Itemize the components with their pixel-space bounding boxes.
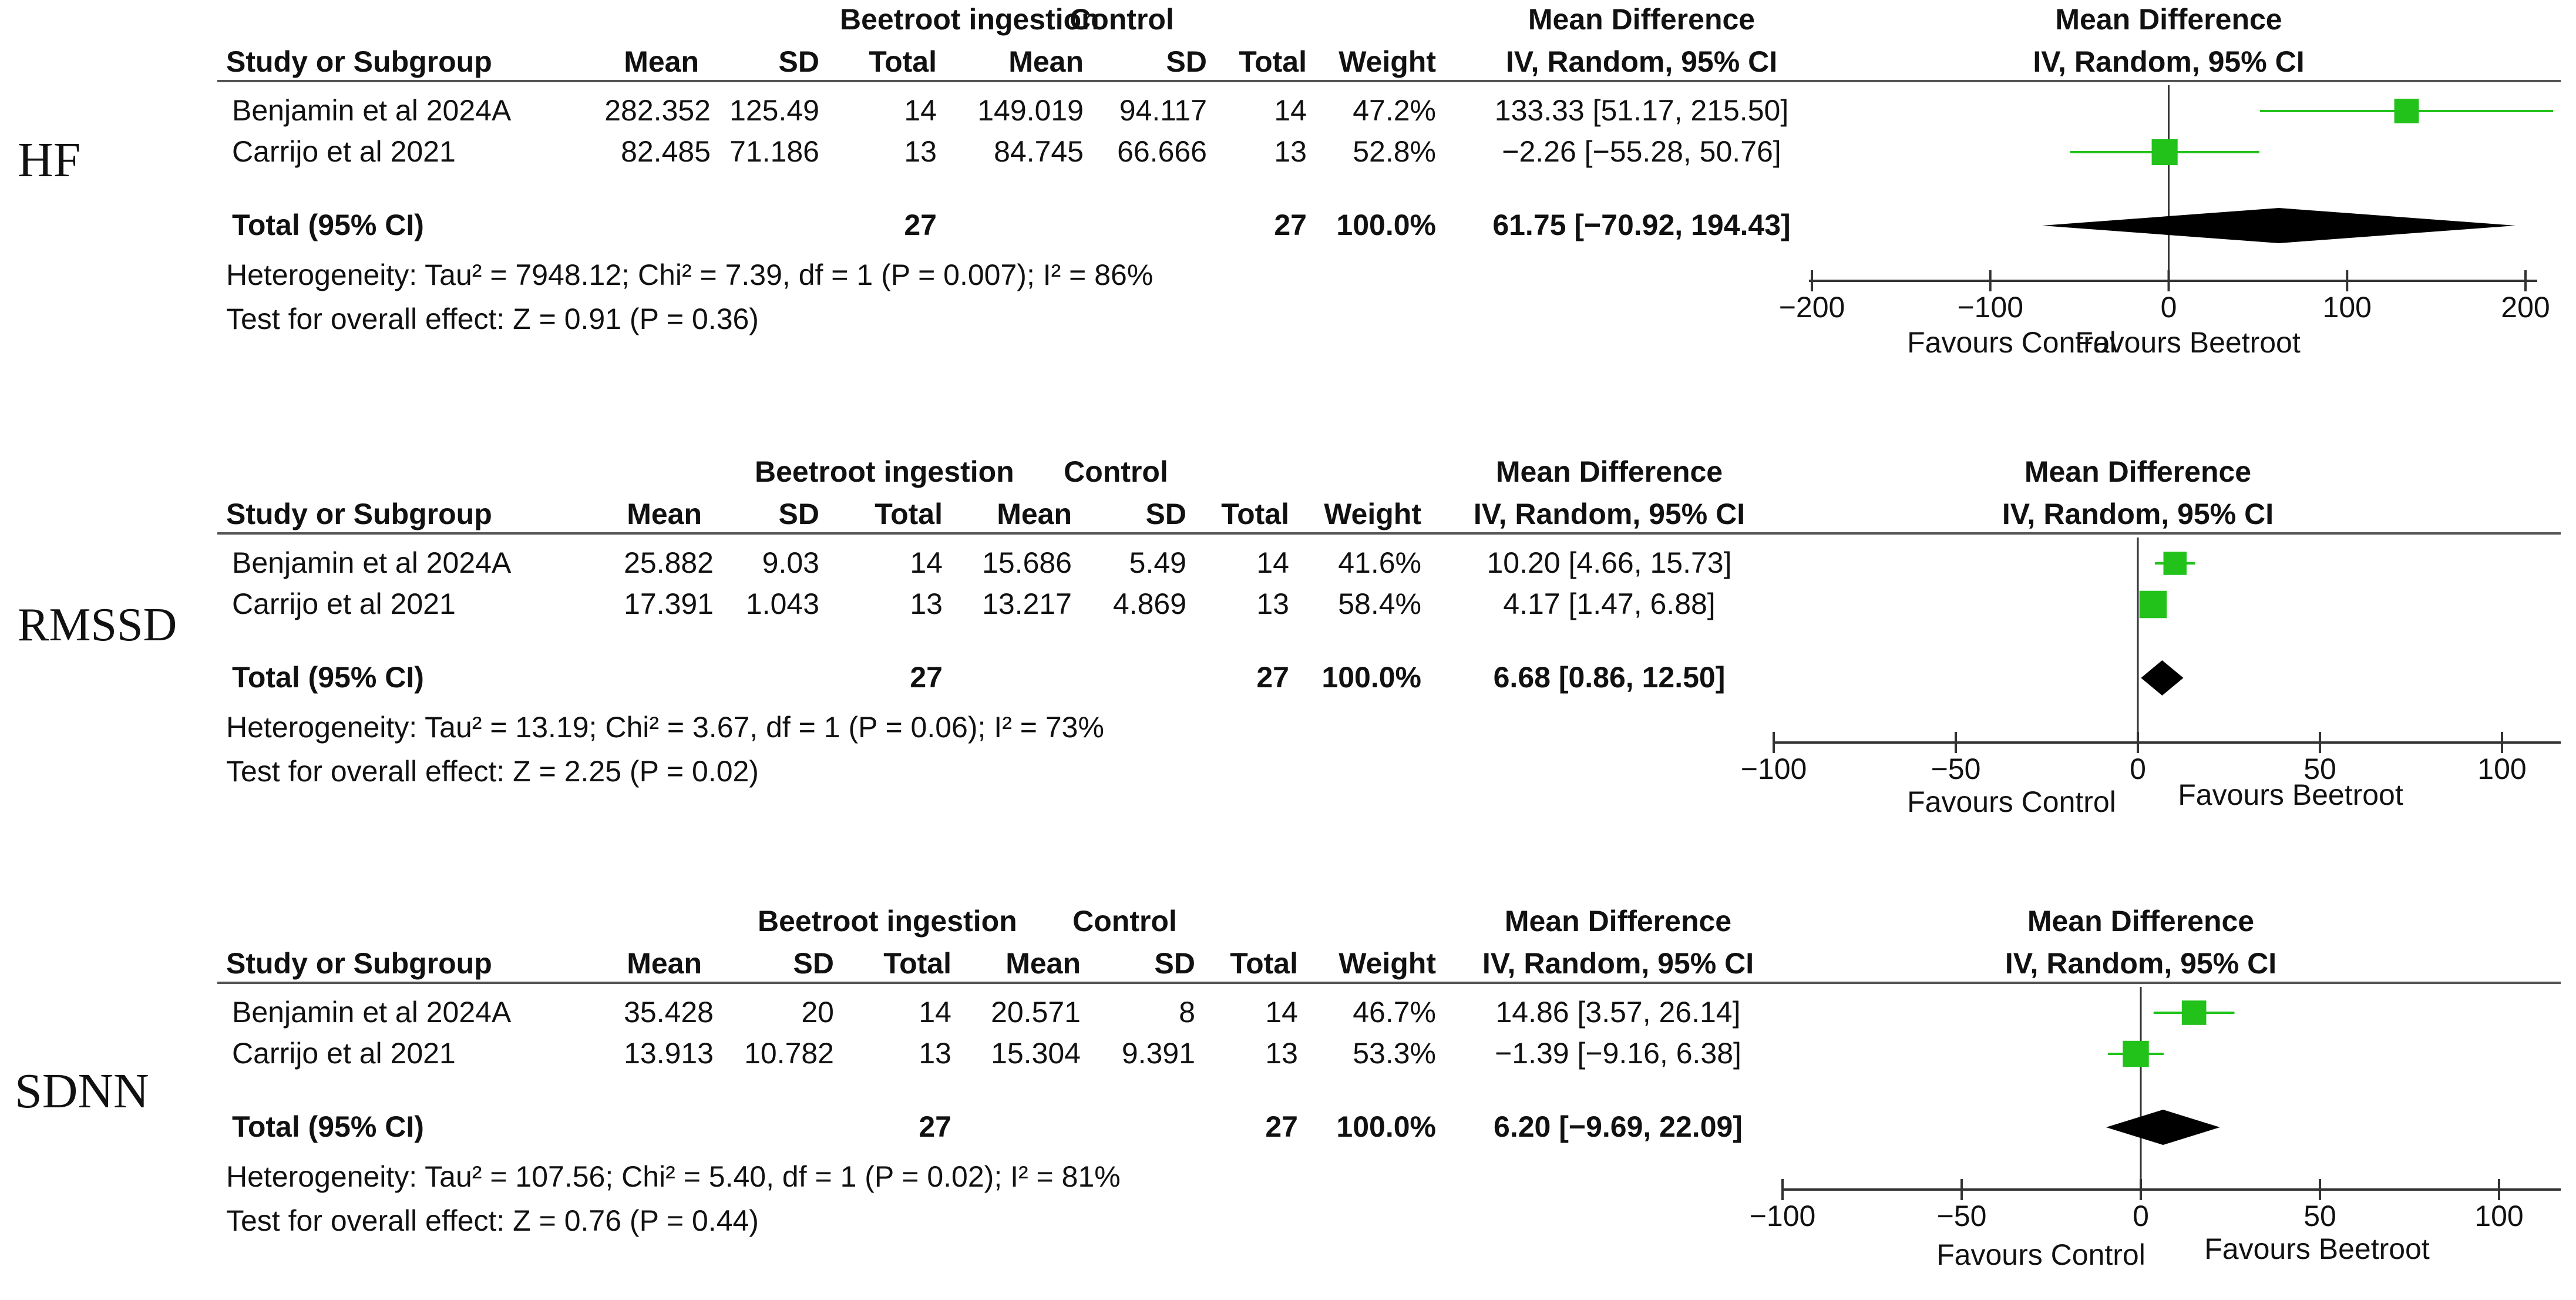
- x-axis-tick-label: 50: [2303, 1200, 2336, 1232]
- pooled-effect-diamond: [2106, 1110, 2220, 1145]
- x-axis-tick-label: 0: [2130, 753, 2146, 785]
- study-name: Benjamin et al 2024A: [232, 996, 512, 1029]
- col-header-ctl-mean: Mean: [1005, 947, 1081, 980]
- total-exp: 27: [904, 209, 937, 241]
- x-axis-tick-label: −100: [1740, 753, 1807, 785]
- exp-mean: 82.485: [621, 135, 711, 168]
- col-header-exp-total: Total: [883, 947, 951, 980]
- study-row: [232, 94, 2553, 127]
- heterogeneity-stats: Heterogeneity: Tau² = 107.56; Chi² = 5.40, df = 1 (P = 0.02); I² = 81%: [226, 1160, 1121, 1193]
- total-ctl: 27: [1265, 1110, 1298, 1143]
- exp-sd: 125.49: [729, 94, 819, 127]
- total-row: [232, 208, 2516, 243]
- heterogeneity-stats: Heterogeneity: Tau² = 13.19; Chi² = 3.67, df = 1 (P = 0.06); I² = 73%: [226, 711, 1104, 744]
- col-header-exp-total: Total: [875, 498, 943, 530]
- exp-mean: 35.428: [624, 996, 714, 1029]
- favours-right-label: Favours Beetroot: [2075, 326, 2301, 359]
- col-header-ctl-total: Total: [1230, 947, 1298, 980]
- weight: 41.6%: [1338, 546, 1421, 579]
- panel-side-label: SDNN: [15, 1064, 149, 1118]
- total-ctl: 27: [1256, 661, 1289, 694]
- col-header-effect-method: IV, Random, 95% CI: [1482, 947, 1754, 980]
- ctl-sd: 8: [1179, 996, 1195, 1029]
- col-header-exp-mean: Mean: [627, 498, 702, 530]
- exp-sd: 20: [801, 996, 834, 1029]
- ctl-mean: 20.571: [991, 996, 1081, 1029]
- ctl-mean: 15.304: [991, 1037, 1081, 1070]
- total-label: Total (95% CI): [232, 209, 424, 241]
- forest-header-method: IV, Random, 95% CI: [2002, 498, 2274, 530]
- ctl-total: 14: [1274, 94, 1307, 127]
- col-header-ctl-mean: Mean: [1008, 45, 1084, 78]
- x-axis-tick-label: −200: [1778, 291, 1845, 324]
- ctl-total: 13: [1265, 1037, 1298, 1070]
- exp-total: 14: [910, 546, 943, 579]
- favours-right-label: Favours Beetroot: [2178, 778, 2403, 811]
- col-header-ctl-sd: SD: [1145, 498, 1186, 530]
- effect-ci: 14.86 [3.57, 26.14]: [1495, 996, 1741, 1029]
- effect-ci: −2.26 [−55.28, 50.76]: [1502, 135, 1781, 168]
- col-header-ctl-total: Total: [1221, 498, 1289, 530]
- col-header-study: Study or Subgroup: [226, 45, 492, 78]
- overall-effect-test: Test for overall effect: Z = 0.91 (P = 0.36): [226, 303, 759, 335]
- panel-side-label: RMSSD: [18, 599, 177, 651]
- ctl-mean: 149.019: [977, 94, 1084, 127]
- exp-total: 13: [904, 135, 937, 168]
- study-row: [232, 1037, 2164, 1070]
- study-effect-marker: [2123, 1041, 2148, 1067]
- col-header-ctl-total: Total: [1239, 45, 1307, 78]
- exp-mean: 282.352: [604, 94, 711, 127]
- col-header-weight: Weight: [1339, 45, 1436, 78]
- pooled-effect-diamond: [2042, 208, 2516, 243]
- study-effect-marker: [2152, 139, 2178, 165]
- study-effect-marker: [2140, 591, 2167, 619]
- study-row: [232, 135, 2259, 168]
- study-row: [232, 546, 2195, 579]
- exp-total: 14: [904, 94, 937, 127]
- study-name: Carrijo et al 2021: [232, 587, 456, 620]
- x-axis-tick-label: 200: [2501, 291, 2550, 324]
- favours-left-label: Favours Control: [1907, 326, 2116, 359]
- ctl-total: 13: [1256, 587, 1289, 620]
- col-header-exp-sd: SD: [778, 45, 819, 78]
- study-name: Benjamin et al 2024A: [232, 94, 512, 127]
- col-header-ctl-mean: Mean: [997, 498, 1072, 530]
- x-axis-tick-label: 0: [2133, 1200, 2149, 1232]
- col-header-ctl-sd: SD: [1154, 947, 1195, 980]
- total-exp: 27: [910, 661, 943, 694]
- exp-total: 14: [919, 996, 951, 1029]
- study-effect-marker: [2182, 1000, 2207, 1025]
- total-exp: 27: [919, 1110, 951, 1143]
- study-row: [232, 587, 2167, 620]
- favours-left-label: Favours Control: [1936, 1238, 2145, 1271]
- ctl-mean: 15.686: [982, 546, 1072, 579]
- exp-total: 13: [919, 1037, 951, 1070]
- forest-header-method: IV, Random, 95% CI: [2005, 947, 2277, 980]
- group-header-experimental: Beetroot ingestion: [758, 905, 1017, 938]
- forest-panel-hf: [18, 3, 2561, 359]
- exp-mean: 17.391: [624, 587, 714, 620]
- group-header-experimental: Beetroot ingestion: [755, 455, 1014, 488]
- x-axis-tick-label: 50: [2303, 753, 2336, 785]
- col-header-study: Study or Subgroup: [226, 498, 492, 530]
- total-row: [232, 1110, 2220, 1145]
- x-axis-tick-label: 100: [2474, 1200, 2524, 1232]
- col-header-exp-mean: Mean: [627, 947, 702, 980]
- study-effect-marker: [2395, 99, 2419, 123]
- x-axis-tick-label: −100: [1957, 291, 2024, 324]
- heterogeneity-stats: Heterogeneity: Tau² = 7948.12; Chi² = 7.39, df = 1 (P = 0.007); I² = 86%: [226, 258, 1154, 291]
- study-name: Carrijo et al 2021: [232, 1037, 456, 1070]
- forest-header-title: Mean Difference: [2055, 3, 2282, 36]
- total-weight: 100.0%: [1336, 1110, 1436, 1143]
- effect-ci: 4.17 [1.47, 6.88]: [1503, 587, 1716, 620]
- total-weight: 100.0%: [1321, 661, 1421, 694]
- ctl-total: 14: [1265, 996, 1298, 1029]
- group-header-control: Control: [1064, 455, 1168, 488]
- ctl-mean: 84.745: [994, 135, 1084, 168]
- col-header-study: Study or Subgroup: [226, 947, 492, 980]
- total-label: Total (95% CI): [232, 1110, 424, 1143]
- total-label: Total (95% CI): [232, 661, 424, 694]
- ctl-mean: 13.217: [982, 587, 1072, 620]
- weight: 46.7%: [1353, 996, 1436, 1029]
- total-effect-ci: 61.75 [−70.92, 194.43]: [1492, 209, 1791, 241]
- ctl-sd: 9.391: [1121, 1037, 1195, 1070]
- x-axis-tick-label: −50: [1931, 753, 1981, 785]
- pooled-effect-diamond: [2141, 660, 2183, 696]
- weight: 53.3%: [1353, 1037, 1436, 1070]
- overall-effect-test: Test for overall effect: Z = 0.76 (P = 0.44): [226, 1204, 759, 1237]
- exp-total: 13: [910, 587, 943, 620]
- weight: 58.4%: [1338, 587, 1421, 620]
- exp-mean: 25.882: [624, 546, 714, 579]
- col-header-effect-method: IV, Random, 95% CI: [1473, 498, 1746, 530]
- total-effect-ci: 6.68 [0.86, 12.50]: [1493, 661, 1726, 694]
- exp-sd: 9.03: [762, 546, 819, 579]
- total-row: [232, 660, 2184, 696]
- col-header-exp-total: Total: [869, 45, 937, 78]
- x-axis-tick-label: 0: [2160, 291, 2177, 324]
- exp-sd: 10.782: [744, 1037, 834, 1070]
- col-header-effect-method: IV, Random, 95% CI: [1505, 45, 1778, 78]
- weight: 47.2%: [1353, 94, 1436, 127]
- group-header-control: Control: [1072, 905, 1177, 938]
- forest-header-title: Mean Difference: [2024, 455, 2252, 488]
- total-effect-ci: 6.20 [−9.69, 22.09]: [1494, 1110, 1743, 1143]
- effect-ci: 10.20 [4.66, 15.73]: [1487, 546, 1732, 579]
- panel-side-label: HF: [18, 133, 81, 187]
- col-header-weight: Weight: [1339, 947, 1436, 980]
- study-name: Carrijo et al 2021: [232, 135, 456, 168]
- effect-header-title: Mean Difference: [1504, 905, 1732, 938]
- exp-sd: 71.186: [729, 135, 819, 168]
- col-header-weight: Weight: [1324, 498, 1421, 530]
- ctl-sd: 4.869: [1112, 587, 1186, 620]
- forest-panel-rmssd: [18, 455, 2561, 818]
- col-header-exp-sd: SD: [778, 498, 819, 530]
- effect-header-title: Mean Difference: [1528, 3, 1756, 36]
- effect-header-title: Mean Difference: [1495, 455, 1723, 488]
- ctl-sd: 66.666: [1117, 135, 1207, 168]
- forest-header-method: IV, Random, 95% CI: [2033, 45, 2305, 78]
- effect-ci: 133.33 [51.17, 215.50]: [1494, 94, 1789, 127]
- exp-sd: 1.043: [745, 587, 819, 620]
- study-effect-marker: [2164, 552, 2187, 575]
- ctl-total: 14: [1256, 546, 1289, 579]
- ctl-total: 13: [1274, 135, 1307, 168]
- study-name: Benjamin et al 2024A: [232, 546, 512, 579]
- ctl-sd: 94.117: [1119, 94, 1207, 127]
- col-header-exp-mean: Mean: [624, 45, 699, 78]
- group-header-experimental: Beetroot ingestion: [840, 3, 1099, 36]
- forest-panel-sdnn: [15, 905, 2561, 1271]
- weight: 52.8%: [1353, 135, 1436, 168]
- forest-header-title: Mean Difference: [2027, 905, 2255, 938]
- x-axis-tick-label: −50: [1936, 1200, 1987, 1232]
- col-header-ctl-sd: SD: [1166, 45, 1207, 78]
- exp-mean: 13.913: [624, 1037, 714, 1070]
- col-header-exp-sd: SD: [793, 947, 834, 980]
- total-ctl: 27: [1274, 209, 1307, 241]
- overall-effect-test: Test for overall effect: Z = 2.25 (P = 0.02): [226, 755, 759, 788]
- effect-ci: −1.39 [−9.16, 6.38]: [1495, 1037, 1741, 1070]
- study-row: [232, 996, 2234, 1029]
- total-weight: 100.0%: [1336, 209, 1436, 241]
- x-axis-tick-label: 100: [2322, 291, 2372, 324]
- favours-right-label: Favours Beetroot: [2204, 1232, 2430, 1265]
- x-axis-tick-label: 100: [2477, 753, 2527, 785]
- x-axis-tick-label: −100: [1749, 1200, 1816, 1232]
- favours-left-label: Favours Control: [1907, 785, 2116, 818]
- group-header-control: Control: [1070, 3, 1174, 36]
- ctl-sd: 5.49: [1129, 546, 1186, 579]
